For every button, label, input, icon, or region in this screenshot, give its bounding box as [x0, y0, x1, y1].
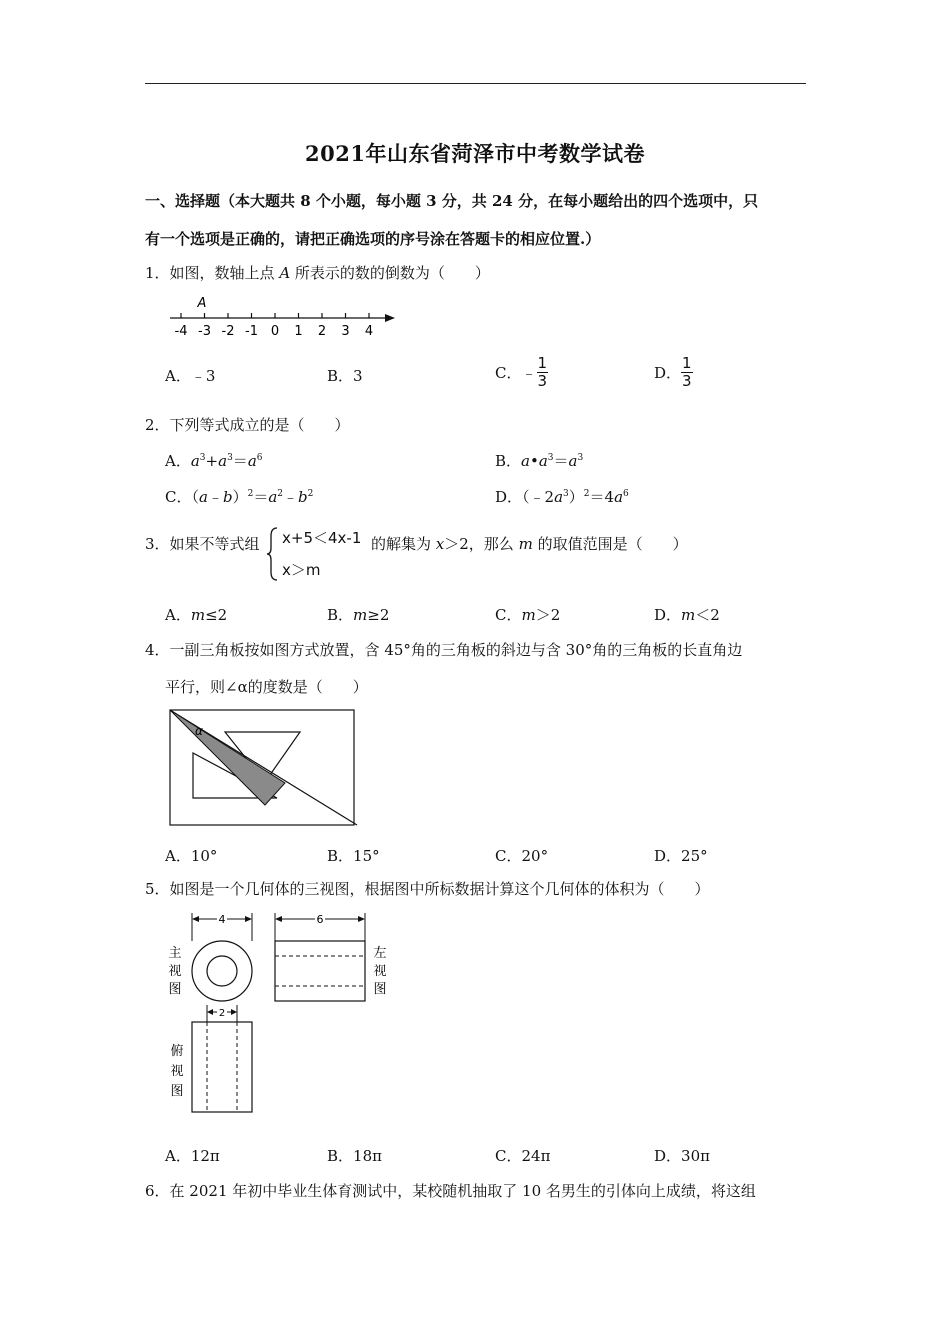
q5-dim-front: 4 — [218, 913, 226, 926]
q5-front-label-2: 视 — [168, 964, 182, 979]
number-line-tick-label: 4 — [364, 324, 374, 339]
q3-option-a[interactable]: A．m≤2 — [165, 606, 228, 624]
q1-stem: 1．如图，数轴上点 A 所表示的数的倒数为（ ） — [145, 264, 490, 282]
q5-option-a[interactable]: A．12π — [165, 1147, 220, 1165]
q3-option-c[interactable]: C．m＞2 — [495, 606, 561, 624]
q5-top-label-1: 俯 — [170, 1044, 184, 1059]
number-line-tick-label: -1 — [245, 324, 258, 339]
q2-stem: 2．下列等式成立的是（ ） — [145, 416, 350, 434]
q5-dim-left: 6 — [316, 913, 324, 926]
q4-stem-line1: 4．一副三角板按如图方式放置，含 45°角的三角板的斜边与含 30°角的三角板的长直角边 — [145, 641, 743, 659]
q3-brace — [266, 526, 280, 582]
number-line-tick-label: 3 — [341, 324, 350, 339]
section-heading-line2: 有一个选项是正确的，请把正确选项的序号涂在答题卡的相应位置.） — [145, 230, 601, 248]
q5-dim-inner: 2 — [218, 1008, 226, 1019]
q3-stem-post: 的解集为 x＞2，那么 m 的取值范围是（ ） — [371, 535, 688, 553]
q1-option-b[interactable]: B．3 — [327, 367, 363, 385]
q2-option-a[interactable]: A．$a^3+a^3=a^6$ — [165, 452, 263, 470]
q1-number-line — [165, 292, 400, 342]
number-line-tick-label: -4 — [174, 324, 188, 339]
q1-point-label: A — [197, 296, 207, 311]
section-heading-line1: 一、选择题（本大题共 8 个小题，每小题 3 分，共 24 分，在每小题给出的四个选项中，只 — [145, 192, 759, 210]
q5-front-label-1: 主 — [168, 946, 182, 961]
q4-stem-line2: 平行，则∠α的度数是（ ） — [165, 678, 368, 696]
page-title: 2021年山东省菏泽市中考数学试卷 — [305, 141, 645, 166]
q1-option-c[interactable]: C．﹣ $\frac{1}{3}$ — [495, 354, 548, 390]
q5-option-d[interactable]: D．30π — [654, 1147, 710, 1165]
q5-left-label-3: 图 — [373, 982, 387, 997]
number-line-tick-label: 1 — [294, 324, 303, 339]
q1-option-d[interactable]: D． $\frac{1}{3}$ — [654, 354, 692, 390]
number-line-tick-label: -3 — [198, 324, 211, 339]
q5-top-label-3: 图 — [170, 1084, 184, 1099]
q3-option-b[interactable]: B．m≥2 — [327, 606, 390, 624]
q5-option-c[interactable]: C．24π — [495, 1147, 551, 1165]
q5-left-label-1: 左 — [373, 946, 387, 961]
q3-system-line2: x＞m — [282, 561, 321, 579]
q2-option-d[interactable]: D．$(﹣2a^3)^2=4a^6$ — [495, 488, 629, 506]
q5-left-label-2: 视 — [373, 964, 387, 979]
q2-option-c[interactable]: C．$(a﹣b)^2=a^2﹣b^2$ — [165, 488, 314, 506]
q4-triangle-figure — [165, 705, 365, 830]
q4-alpha-label: α — [195, 724, 203, 738]
q4-option-a[interactable]: A．10° — [165, 847, 218, 865]
q5-front-label-3: 图 — [168, 982, 182, 997]
q5-option-b[interactable]: B．18π — [327, 1147, 382, 1165]
q4-option-c[interactable]: C．20° — [495, 847, 549, 865]
q5-top-label-2: 视 — [170, 1064, 184, 1079]
q5-left-view — [275, 913, 387, 1001]
header-rule — [145, 83, 806, 84]
q1-option-a[interactable]: A．﹣3 — [165, 367, 216, 385]
q5-three-views-figure — [165, 905, 395, 1120]
q5-front-view — [168, 913, 252, 1001]
q3-option-d[interactable]: D．m＜2 — [654, 606, 720, 624]
q6-stem: 6．在 2021 年初中毕业生体育测试中，某校随机抽取了 10 名男生的引体向上成绩，将这组 — [145, 1182, 756, 1200]
q3-system-line1: x+5＜4x-1 — [282, 529, 362, 547]
q4-option-b[interactable]: B．15° — [327, 847, 380, 865]
number-line-tick-label: 0 — [270, 324, 280, 339]
q4-option-d[interactable]: D．25° — [654, 847, 708, 865]
number-line-tick-label: -2 — [221, 324, 235, 339]
q5-stem: 5．如图是一个几何体的三视图，根据图中所标数据计算这个几何体的体积为（ ） — [145, 880, 710, 898]
q5-top-view — [170, 1005, 252, 1112]
q3-stem-pre: 3．如果不等式组 — [145, 535, 260, 553]
q2-option-b[interactable]: B．$a•a^3=a^3$ — [495, 452, 584, 470]
number-line-tick-label: 2 — [317, 324, 327, 339]
